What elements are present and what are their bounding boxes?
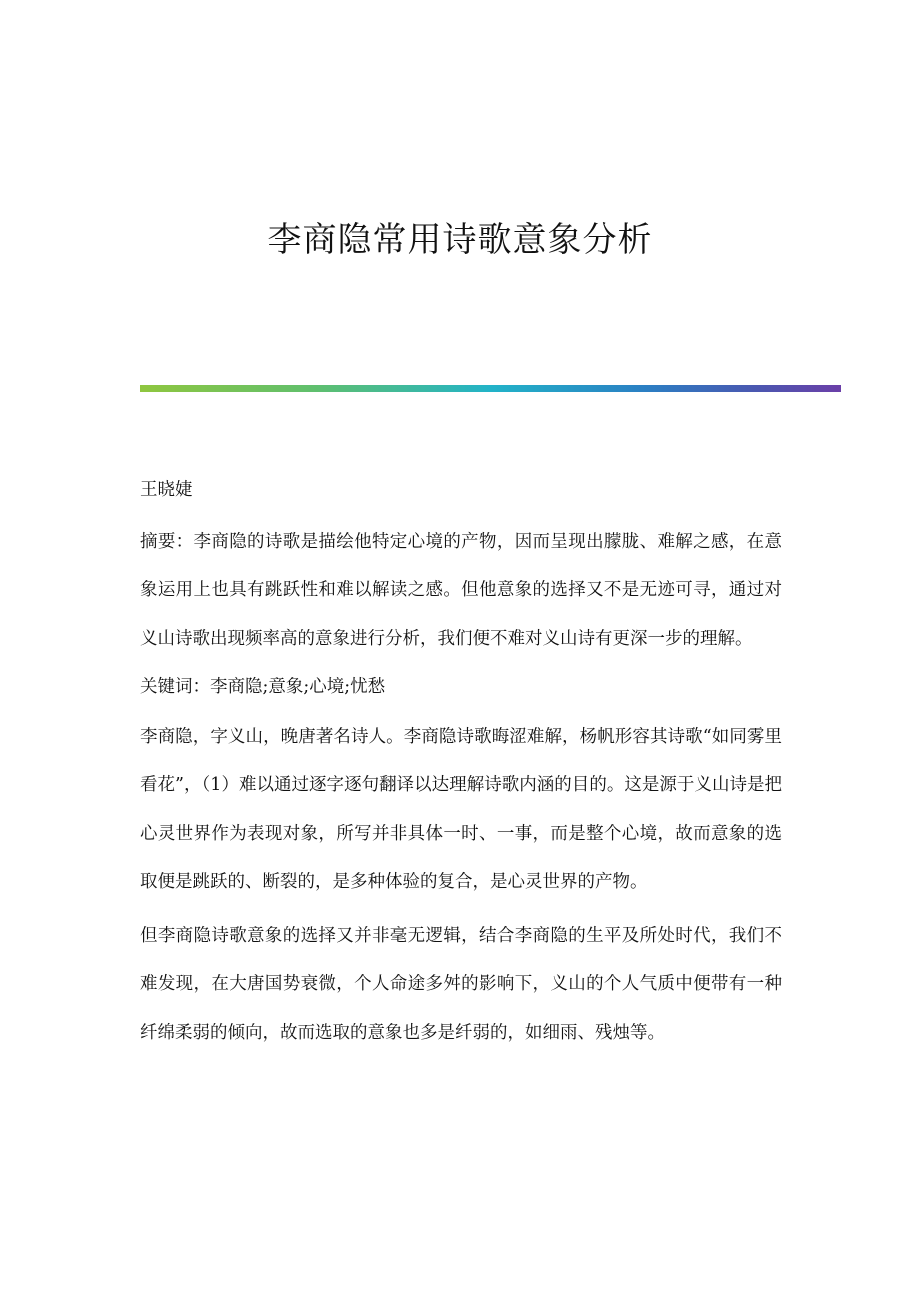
- author-name: 王晓婕: [140, 480, 193, 500]
- document-body: [140, 466, 782, 1057]
- body-paragraph: 但李商隐诗歌意象的选择又并非毫无逻辑，结合李商隐的生平及所处时代，我们不难发现，在大唐国势衰微，个人命途多舛的影响下，义山的个人气质中便带有一种纤绵柔弱的倾向，故而选取的意象也多是纤弱的，如细雨、残烛等。: [140, 925, 782, 1043]
- body-paragraph: 李商隐，字义山，晚唐著名诗人。李商隐诗歌晦涩难解，杨帆形容其诗歌“如同雾里看花”，（1）难以通过逐字逐句翻译以达理解诗歌内涵的目的。这是源于义山诗是把心灵世界作为表现对象，所写并非具体一时、一事，而是整个心境，故而意象的选取便是跳跃的、断裂的，是多种体验的复合，是心灵世界的产物。: [140, 726, 782, 892]
- keywords-line: 关键词：李商隐;意象;心境;忧愁: [140, 677, 386, 697]
- title-divider: [140, 385, 841, 392]
- abstract-paragraph: 摘要：李商隐的诗歌是描绘他特定心境的产物，因而呈现出朦胧、难解之感，在意象运用上也具有跳跃性和难以解读之感。但他意象的选择又不是无迹可寻，通过对义山诗歌出现频率高的意象进行分析，我们便不难对义山诗有更深一步的理解。: [140, 531, 782, 649]
- document-title: 李商隐常用诗歌意象分析: [267, 220, 653, 260]
